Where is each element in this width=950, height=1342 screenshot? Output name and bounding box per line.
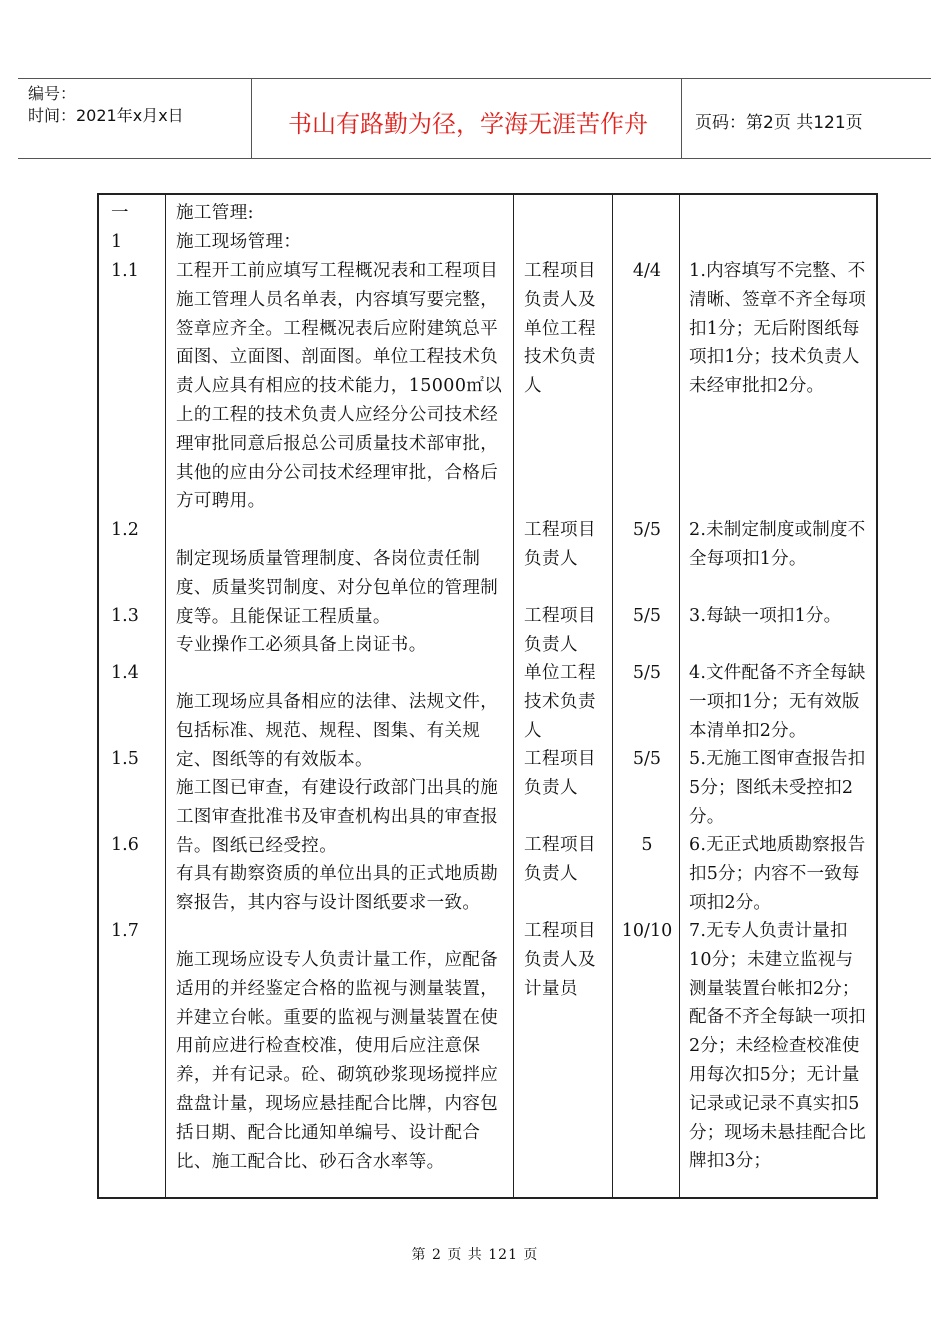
row-responsible: 工程项目负责人 bbox=[524, 835, 596, 884]
row-content: 有具有勘察资质的单位出具的正式地质勘察报告，其内容与设计图纸要求一致。 bbox=[176, 864, 499, 913]
row-number: 1.2 bbox=[111, 520, 139, 540]
row-responsible: 工程项目负责人 bbox=[524, 606, 596, 655]
row-number: 1.4 bbox=[111, 663, 139, 683]
row-responsible: 工程项目负责人 bbox=[524, 520, 596, 569]
row-content: 施工现场应具备相应的法律、法规文件，包括标准、规范、规程、图集、有关规定、图纸等的有效版本。 bbox=[176, 692, 499, 770]
row-number: 1.1 bbox=[111, 261, 139, 281]
row-content: 工程开工前应填写工程概况表和工程项目施工管理人员名单表，内容填写要完整，签章应齐全。工程概况表后应附建筑总平面图、立面图、剖面图。单位工程技术负责人应具有相应的技术能力，15000㎡以上的工程的技术负责人应经分公司技术经理审批同意后报总公司质量技术部审批，其他的应由分公司技术经理审批，合格后方可聘用。 bbox=[176, 261, 503, 512]
row-score: 5/5 bbox=[632, 749, 662, 769]
row-deduction: 6.无正式地质勘察报告扣5分；内容不一致每项扣2分。 bbox=[689, 835, 866, 913]
row-responsible: 工程项目负责人及计量员 bbox=[524, 921, 596, 999]
row-responsible: 工程项目负责人 bbox=[524, 749, 596, 798]
header-meta bbox=[28, 83, 184, 127]
row-score: 4/4 bbox=[632, 261, 662, 281]
row-content: 制定现场质量管理制度、各岗位责任制度、质量奖罚制度、对分包单位的管理制度等。且能保证工程质量。 bbox=[176, 549, 499, 627]
row-content: 施工图已审查，有建设行政部门出具的施工图审查批准书及审查机构出具的审查报告。图纸已经受控。 bbox=[176, 778, 499, 856]
row-number: 1.5 bbox=[111, 749, 139, 769]
row-content: 施工管理: bbox=[176, 203, 254, 223]
row-score: 5/5 bbox=[632, 606, 662, 626]
row-number: 1.7 bbox=[111, 921, 139, 941]
header-divider bbox=[251, 79, 252, 158]
inspection-table bbox=[97, 193, 878, 1199]
row-score: 5/5 bbox=[632, 520, 662, 540]
row-deduction: 1.内容填写不完整、不清晰、签章不齐全每项扣1分；无后附图纸每项扣1分；技术负责人未经审批扣2分。 bbox=[689, 261, 866, 397]
row-deduction: 2.未制定制度或制度不全每项扣1分。 bbox=[689, 520, 866, 569]
row-score: 5/5 bbox=[632, 663, 662, 683]
row-content: 专业操作工必须具备上岗证书。 bbox=[176, 635, 427, 655]
column-divider bbox=[513, 195, 514, 1197]
row-number: 1 bbox=[111, 232, 123, 252]
row-responsible: 单位工程技术负责人 bbox=[524, 663, 596, 741]
row-score: 5 bbox=[641, 835, 653, 855]
header-divider bbox=[681, 79, 682, 158]
document-header bbox=[18, 78, 931, 159]
document-time-label: 时间：2021年x月x日 bbox=[28, 106, 184, 125]
row-number: 一 bbox=[111, 203, 129, 223]
row-content: 施工现场应设专人负责计量工作，应配备适用的并经鉴定合格的监视与测量装置，并建立台帐。重要的监视与测量装置在使用前应进行检查校准，使用后应注意保养，并有记录。砼、砌筑砂浆现场搅拌应盘盘计量，现场应悬挂配合比牌，内容包括日期、配合比通知单编号、设计配合比、施工配合比、砂石含水率等。 bbox=[176, 950, 499, 1172]
page-footer: 第 2 页 共 121 页 bbox=[411, 1247, 539, 1263]
header-page-label: 页码：第2页 共121页 bbox=[695, 113, 863, 133]
document-number-label: 编号： bbox=[28, 84, 77, 103]
row-number: 1.3 bbox=[111, 606, 139, 626]
row-score: 10/10 bbox=[621, 921, 673, 941]
column-divider bbox=[165, 195, 166, 1197]
row-number: 1.6 bbox=[111, 835, 139, 855]
row-deduction: 7.无专人负责计量扣10分；未建立监视与测量装置台帐扣2分；配备不齐全每缺一项扣2分；未经检查校准使用每次扣5分；无计量记录或记录不真实扣5分；现场未悬挂配合比牌扣3分； bbox=[689, 921, 866, 1172]
column-divider bbox=[612, 195, 613, 1197]
row-responsible: 工程项目负责人及单位工程技术负责人 bbox=[524, 261, 596, 397]
row-deduction: 3.每缺一项扣1分。 bbox=[689, 606, 842, 626]
row-content: 施工现场管理： bbox=[176, 232, 302, 252]
column-divider bbox=[679, 195, 680, 1197]
row-deduction: 5.无施工图审查报告扣5分；图纸未受控扣2分。 bbox=[689, 749, 866, 827]
header-motto: 书山有路勤为径，学海无涯苦作舟 bbox=[288, 110, 648, 138]
row-deduction: 4.文件配备不齐全每缺一项扣1分；无有效版本清单扣2分。 bbox=[689, 663, 866, 741]
